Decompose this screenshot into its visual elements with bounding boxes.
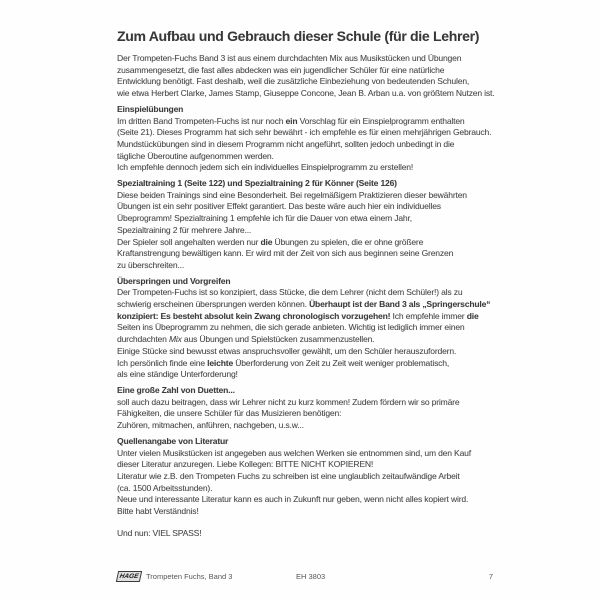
text-run: die [260, 236, 273, 247]
page-number: 7 [488, 572, 493, 581]
text-line: Übungen ist ein sehr positiver Effekt garantiert. Das beste wäre auch hier ein individuelles [117, 201, 441, 212]
text-run: Überforderung von Zeit zu Zeit weit weniger problematisch, [233, 357, 450, 368]
section [117, 178, 517, 272]
text-run: konzipiert: Es besteht absolut kein Zwang chronologisch vorzugehen! [117, 310, 391, 321]
text-run: ein [285, 115, 298, 126]
footer [117, 570, 497, 584]
hage-publisher-logo: HAGE [116, 571, 142, 582]
text-line: soll auch dazu beitragen, dass wir Lehrer nicht zu kurz kommen! Zudem fördern wir so primäre [117, 396, 460, 407]
section-heading: Quellenangabe von Literatur [117, 435, 229, 446]
text-run: Ich empfehle immer [390, 310, 467, 321]
text-line: Bitte habt Verständnis! [117, 506, 199, 517]
section [117, 53, 517, 100]
text-run: aus Übungen und Spielstücken zusammenzustellen. [181, 334, 375, 345]
text-line: Einige Stücke sind bewusst etwas anspruchsvoller gewählt, um den Schüler herauszufordern. [117, 345, 457, 356]
text-line: Übeprogramm! Spezialtraining 1 empfehle ich für die Dauer von etwa einem Jahr, [117, 213, 412, 224]
text-line [117, 334, 517, 346]
text-line: Diese beiden Trainings sind eine Besonderheit. Bei regelmäßigem Praktizieren dieser bewährten [117, 189, 467, 200]
text-line: Unter vielen Musikstücken ist angegeben aus welchen Werken sie entnommen sind, um den Kauf [117, 447, 471, 458]
section [117, 436, 517, 518]
page-title: Zum Aufbau und Gebrauch dieser Schule (für die Lehrer) [117, 28, 480, 44]
text-line: Der Trompeten-Fuchs Band 3 ist aus einem durchdachten Mix aus Musikstücken und Übungen [117, 53, 462, 63]
text-line: zusammengesetzt, die fast alles abdecken was ein jugendlicher Schüler für eine natürliche [117, 64, 445, 75]
text-line: Literatur wie z.B. den Trompeten Fuchs zu schreiben ist eine unglaublich zeitaufwändige Arbeit [117, 470, 460, 481]
text-line: wie etwa Herbert Clarke, James Stamp, Giuseppe Concone, Jean B. Arban u.a. von größtem Nutzen ist. [117, 88, 495, 99]
section-heading: Spezialtraining 1 (Seite 122) und Spezialtraining 2 für Könner (Seite 126) [117, 178, 397, 189]
text-run: Überhaupt ist der Band 3 als „Springerschule“ [309, 299, 491, 310]
text-run: Übungen zu spielen, die er ohne größere [272, 236, 424, 247]
text-line: tägliche Überoutine aufgenommen werden. [117, 150, 274, 161]
text-line: Der Trompeten-Fuchs ist so konzipiert, dass Stücke, die dem Lehrer (nicht dem Schüler!) als zu [117, 287, 463, 298]
section-heading: Eine große Zahl von Duetten... [117, 384, 235, 395]
section [117, 385, 517, 432]
edition-number: EH 3803 [296, 572, 326, 581]
text-line: Fähigkeiten, die unsere Schüler für das Musizieren benötigen: [117, 408, 342, 419]
text-run: leichte [207, 357, 234, 368]
text-run: Vorschlag für ein Einspielprogramm enthalten [297, 115, 465, 126]
book-title: Trompeten Fuchs, Band 3 [146, 572, 233, 581]
section [117, 528, 517, 540]
text-line: dieser Literatur anzuregen. Liebe Kollegen: BITTE NICHT KOPIEREN! [117, 459, 374, 470]
text-line: zu überschreiten... [117, 259, 185, 270]
text-line: (ca. 1500 Arbeitsstunden). [117, 482, 213, 493]
text-run: die [466, 310, 479, 321]
text-line: Seiten ins Übeprogramm zu nehmen, die sich gerade anbieten. Wichtig ist lediglich immer einen [117, 322, 465, 333]
text-line: Entwicklung benötigt. Fast deshalb, weil die zusätzliche Einbeziehung von bedeutenden Schulen, [117, 76, 470, 87]
text-line [117, 311, 517, 323]
text-line: Und nun: VIEL SPASS! [117, 527, 202, 538]
text-run: schwierig erscheinen übersprungen werden können. [117, 299, 310, 310]
text-line: (Seite 21). Dieses Programm hat sich sehr bewährt - ich empfehle es für einen mehrjährigen Gebrauch. [117, 127, 492, 138]
section [117, 276, 517, 381]
text-line: Mundstückübungen sind in diesem Programm nicht angeführt, sollten jedoch unbedingt in die [117, 138, 455, 149]
text-run: Im dritten Band Trompeten-Fuchs ist nur noch [117, 115, 286, 126]
text-line: Kraftanstrengung bewältigen kann. Er wird mit der Zeit von sich aus beginnen seine Grenzen [117, 248, 454, 259]
text-line: Zuhören, mitmachen, anführen, nachgeben, u.s.w... [117, 420, 304, 431]
text-line [117, 299, 517, 311]
text-line: Neue und interessante Literatur kann es auch in Zukunft nur geben, wenn nicht alles kopiert wird. [117, 494, 469, 505]
document-content [117, 28, 517, 539]
section-heading: Überspringen und Vorgreifen [117, 275, 231, 286]
document-body [117, 53, 517, 539]
text-run: Der Spieler soll angehalten werden nur [117, 236, 261, 247]
text-run: Ich persönlich finde eine [117, 357, 208, 368]
text-line: als eine ständige Unterforderung! [117, 369, 238, 380]
text-line [117, 237, 517, 249]
text-line [117, 358, 517, 370]
text-run: Mix [168, 334, 182, 345]
text-line: Ich empfehle dennoch jedem sich ein individuelles Einspielprogramm zu erstellen! [117, 162, 414, 173]
section [117, 104, 517, 174]
text-line: Spezialtraining 2 für mehrere Jahre... [117, 224, 252, 235]
text-run: durchdachten [117, 334, 169, 345]
section-heading: Einspielübungen [117, 103, 184, 114]
text-line [117, 116, 517, 128]
